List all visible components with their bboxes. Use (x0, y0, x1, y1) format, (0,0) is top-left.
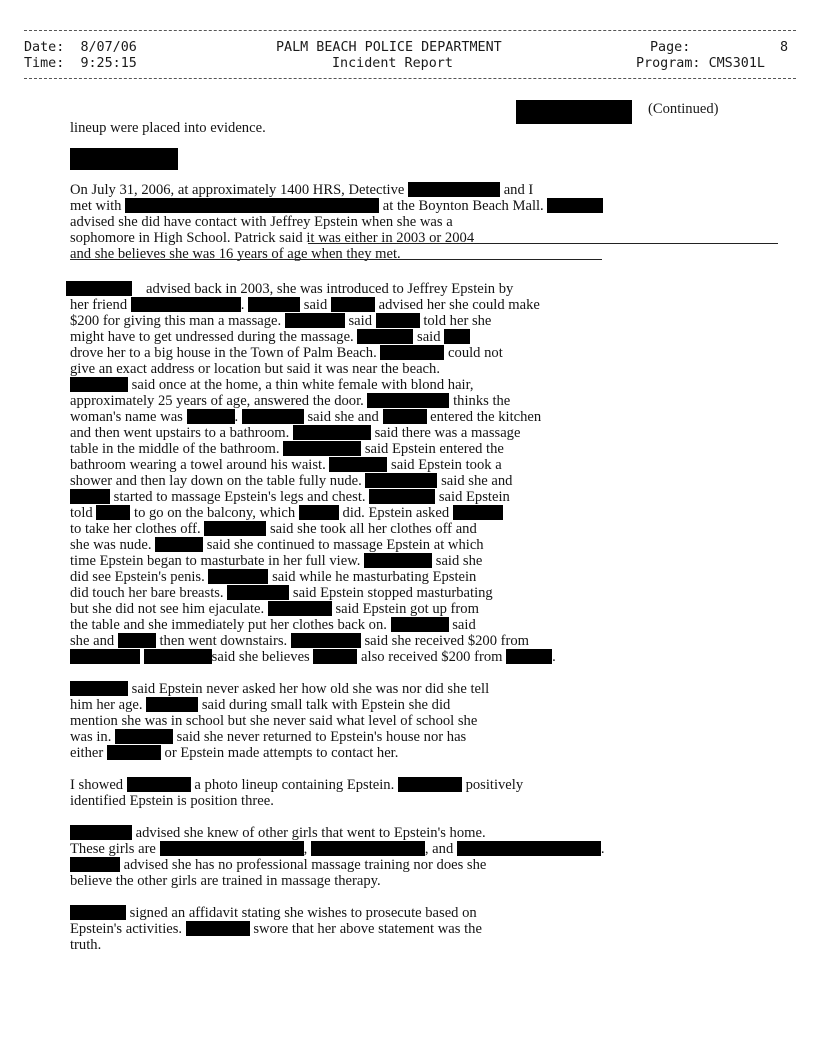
body-line: signed an affidavit stating she wishes to prosecute based on (70, 905, 477, 921)
redaction-box (227, 585, 289, 600)
redaction-box (70, 905, 126, 920)
redaction-box (204, 521, 266, 536)
body-line: and she believes she was 16 years of age when they met. (70, 246, 401, 262)
redaction-box (107, 745, 161, 760)
body-line: These girls are , , and . (70, 841, 605, 857)
body-line: believe the other girls are trained in massage therapy. (70, 873, 381, 889)
redaction-box (70, 857, 120, 872)
body-line: met with at the Boynton Beach Mall. (70, 198, 603, 214)
body-line: $200 for giving this man a massage. said told her she (70, 313, 492, 329)
redaction-box (408, 182, 500, 197)
body-line: advised back in 2003, she was introduced to Jeffrey Epstein by (146, 281, 514, 297)
redaction-box (365, 473, 437, 488)
header-rule-bottom (24, 78, 796, 79)
redaction-box (125, 198, 379, 213)
body-line: told to go on the balcony, which did. Epstein asked (70, 505, 503, 521)
body-line: advised she has no professional massage training nor does she (70, 857, 486, 873)
redaction-box (283, 441, 361, 456)
redaction-box (313, 649, 357, 664)
redaction-box (444, 329, 470, 344)
body-line: On July 31, 2006, at approximately 1400 HRS, Detective and I (70, 182, 534, 198)
body-line: to take her clothes off. said she took all her clothes off and (70, 521, 477, 537)
body-line: advised she did have contact with Jeffrey Epstein when she was a (70, 214, 453, 230)
body-line: said she believes also received $200 from . (70, 649, 556, 665)
body-line: mention she was in school but she never said what level of school she (70, 713, 478, 729)
body-line: Epstein's activities. swore that her above statement was the (70, 921, 482, 937)
body-line: approximately 25 years of age, answered the door. thinks the (70, 393, 511, 409)
redaction-box (329, 457, 387, 472)
redaction-box (357, 329, 413, 344)
redaction-box (96, 505, 130, 520)
redaction-box (285, 313, 345, 328)
continued-label: (Continued) (648, 101, 719, 117)
time-value: 9:25:15 (80, 56, 137, 71)
redaction-box (364, 553, 432, 568)
page-label: Page: (650, 40, 691, 55)
redaction-box (127, 777, 191, 792)
redaction-box (146, 697, 198, 712)
body-line: might have to get undressed during the massage. said (70, 329, 470, 345)
body-line: truth. (70, 937, 102, 953)
body-line: her friend . said advised her she could make (70, 297, 540, 313)
body-line: started to massage Epstein's legs and chest. said Epstein (70, 489, 510, 505)
redaction-box (186, 921, 250, 936)
body-line: time Epstein began to masturbate in her full view. said she (70, 553, 483, 569)
redaction-box (383, 409, 427, 424)
date-label: Date: (24, 40, 65, 55)
redaction-box (242, 409, 304, 424)
body-line: shower and then lay down on the table fully nude. said she and (70, 473, 513, 489)
header-rule-top (24, 30, 796, 31)
redaction-box (70, 649, 140, 664)
body-line: him her age. said during small talk with Epstein she did (70, 697, 451, 713)
redaction-box (70, 377, 128, 392)
redaction-box (367, 393, 449, 408)
redaction-box (291, 633, 361, 648)
redaction-box (398, 777, 462, 792)
redaction-box (208, 569, 268, 584)
redaction-box (293, 425, 371, 440)
body-line: did touch her bare breasts. said Epstein stopped masturbating (70, 585, 493, 601)
body-line: identified Epstein is position three. (70, 793, 274, 809)
redaction-box (457, 841, 601, 856)
redacted-heading (70, 148, 178, 170)
body-line: advised she knew of other girls that went to Epstein's home. (70, 825, 486, 841)
redaction-box (66, 281, 132, 296)
time-label: Time: (24, 56, 65, 71)
redaction-box (70, 825, 132, 840)
date-value: 8/07/06 (80, 40, 137, 55)
redaction-box (131, 297, 241, 312)
redaction-box (70, 489, 110, 504)
redaction-box (547, 198, 603, 213)
redaction-box (453, 505, 503, 520)
redaction-box (115, 729, 173, 744)
body-line: the table and she immediately put her clothes back on. said (70, 617, 476, 633)
page-number: 8 (780, 40, 789, 55)
body-line: but she did not see him ejaculate. said Epstein got up from (70, 601, 479, 617)
body-line: give an exact address or location but said it was near the beach. (70, 361, 440, 377)
redaction-box (516, 100, 632, 124)
redaction-box (118, 633, 156, 648)
program-label: Program: (636, 56, 701, 71)
time-row (24, 56, 137, 72)
body-line: either or Epstein made attempts to contact her. (70, 745, 399, 761)
redaction-box (70, 681, 128, 696)
body-line: said Epstein never asked her how old she was nor did she tell (70, 681, 489, 697)
program-value: CMS301L (708, 56, 765, 71)
redaction-box (144, 649, 212, 664)
redaction-box (311, 841, 425, 856)
date-row (24, 40, 137, 56)
program-row (636, 56, 765, 72)
body-line: bathroom wearing a towel around his waist. said Epstein took a (70, 457, 502, 473)
department-name: PALM BEACH POLICE DEPARTMENT (276, 40, 502, 55)
redaction-box (299, 505, 339, 520)
body-line: she and then went downstairs. said she received $200 from (70, 633, 530, 649)
body-line: drove her to a big house in the Town of Palm Beach. could not (70, 345, 503, 361)
report-type: Incident Report (332, 56, 453, 71)
pen-underline (308, 243, 778, 244)
body-line: she was nude. said she continued to massage Epstein at which (70, 537, 484, 553)
redaction-box (268, 601, 332, 616)
redaction-box (391, 617, 449, 632)
body-line: I showed a photo lineup containing Epstein. positively (70, 777, 524, 793)
body-line: sophomore in High School. Patrick said it was either in 2003 or 2004 (70, 230, 475, 246)
body-line: did see Epstein's penis. said while he masturbating Epstein (70, 569, 477, 585)
redaction-box (187, 409, 235, 424)
pen-underline (70, 259, 602, 260)
redaction-box (155, 537, 203, 552)
redaction-box (380, 345, 444, 360)
redaction-box (331, 297, 375, 312)
body-line: and then went upstairs to a bathroom. said there was a massage (70, 425, 521, 441)
redaction-box (160, 841, 304, 856)
redaction-box (248, 297, 300, 312)
body-line: lineup were placed into evidence. (70, 120, 266, 136)
body-line: was in. said she never returned to Epstein's house nor has (70, 729, 467, 745)
body-line: table in the middle of the bathroom. said Epstein entered the (70, 441, 504, 457)
redaction-box (506, 649, 552, 664)
body-line: said once at the home, a thin white female with blond hair, (70, 377, 474, 393)
redaction-box (376, 313, 420, 328)
redaction-box (369, 489, 435, 504)
body-line: woman's name was . said she and entered the kitchen (70, 409, 542, 425)
